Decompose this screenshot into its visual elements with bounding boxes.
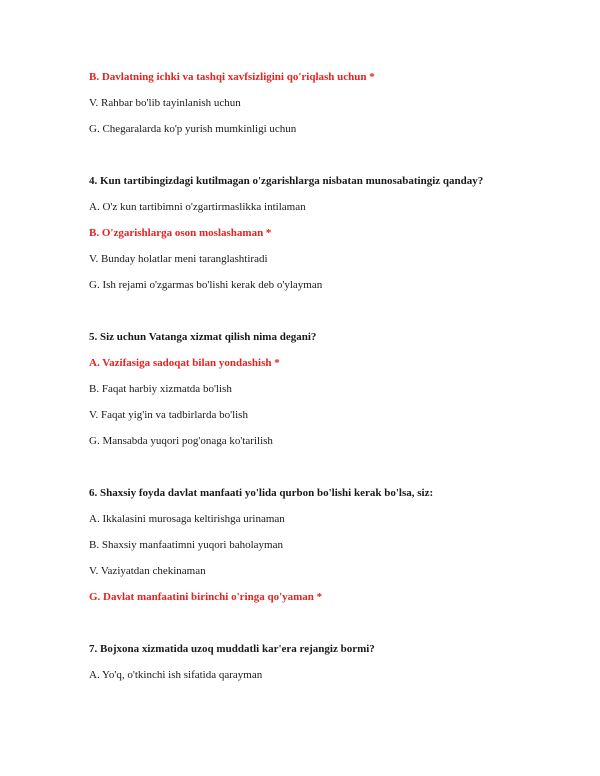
- question-7: 7. Bojxona xizmatida uzoq muddatli kar'era rejangiz bormi?: [89, 643, 375, 655]
- q4-option-b-correct: B. O'zgarishlarga oson moslashaman *: [89, 227, 272, 239]
- q5-option-v: V. Faqat yig'in va tadbirlarda bo'lish: [89, 409, 248, 421]
- q6-option-a: A. Ikkalasini murosaga keltirishga urinaman: [89, 513, 285, 525]
- q3-option-g: G. Chegaralarda ko'p yurish mumkinligi uchun: [89, 123, 297, 135]
- q5-option-g: G. Mansabda yuqori pog'onaga ko'tarilish: [89, 435, 273, 447]
- q3-option-v: V. Rahbar bo'lib tayinlanish uchun: [89, 97, 241, 109]
- question-4: 4. Kun tartibingizdagi kutilmagan o'zgarishlarga nisbatan munosabatingiz qanday?: [89, 175, 484, 187]
- q6-option-g-correct: G. Davlat manfaatini birinchi o'ringa qo'yaman *: [89, 591, 323, 603]
- q5-option-a-correct: A. Vazifasiga sadoqat bilan yondashish *: [89, 357, 280, 369]
- q4-option-v: V. Bunday holatlar meni taranglashtiradi: [89, 253, 268, 265]
- q4-option-a: A. O'z kun tartibimni o'zgartirmaslikka intilaman: [89, 201, 306, 213]
- q7-option-a: A. Yo'q, o'tkinchi ish sifatida qarayman: [89, 669, 263, 681]
- q3-option-b-correct: B. Davlatning ichki va tashqi xavfsizligini qo'riqlash uchun *: [89, 71, 375, 83]
- q6-option-b: B. Shaxsiy manfaatimni yuqori baholayman: [89, 539, 283, 551]
- q5-option-b: B. Faqat harbiy xizmatda bo'lish: [89, 383, 232, 395]
- q4-option-g: G. Ish rejami o'zgarmas bo'lishi kerak deb o'ylayman: [89, 279, 323, 291]
- question-6: 6. Shaxsiy foyda davlat manfaati yo'lida qurbon bo'lishi kerak bo'lsa, siz:: [89, 487, 434, 499]
- question-5: 5. Siz uchun Vatanga xizmat qilish nima degani?: [89, 331, 317, 343]
- q6-option-v: V. Vaziyatdan chekinaman: [89, 565, 206, 577]
